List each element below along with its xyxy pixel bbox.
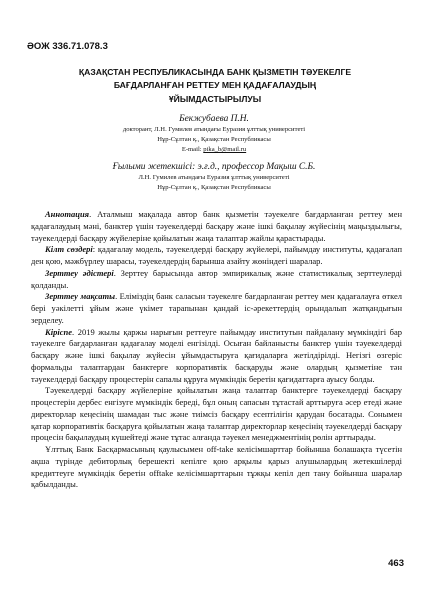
author-name: Бекжубаева П.Н. bbox=[179, 114, 249, 124]
title-line: ҰЙЫМДАСТЫРЫЛУЫ bbox=[168, 93, 262, 104]
section-label: Зерттеу әдістері bbox=[45, 267, 114, 278]
section-text: . 2019 жылы қаржы нарығын реттеуге пайымдау институтын пайдалану мүмкіндігі бар тәуекелге бағдарланған қадағалау моделі енгізілді. Осыған байланысты банктер үшін тәуекелдерді басқару және ішкі бақылау жүйесін ұйымдастыруға қағидаларға жетілдірілді. Негізгі өзгеріс формальды талаптардан банктерге корпоративтік басқаруды және олардың қызметіне тән тәуекелдерді басқару процестерін сапалы құруға мүмкіндік беретін қағидаттарға ауысу болды. bbox=[31, 326, 402, 384]
article-body bbox=[31, 209, 402, 491]
supervisor-block bbox=[0, 161, 428, 193]
section-text: . Еліміздің банк саласын тәуекелге бағдарланған реттеу мен қадағалауға өткел бері уәкілетті ұйым және үкімет тарапынан қандай іс-әрекеттердің орындалып жатқандығын зерделеу. bbox=[31, 291, 402, 325]
author-block bbox=[0, 113, 428, 155]
aim-paragraph bbox=[31, 291, 402, 326]
title-line: БАҒДАРЛАНҒАН РЕТТЕУ МЕН ҚАДАҒАЛАУДЫҢ bbox=[113, 80, 317, 91]
methods-paragraph bbox=[31, 268, 402, 292]
email-link[interactable]: pika_b@mail.ru bbox=[203, 146, 247, 153]
section-text: Ұлттық Банк Басқармасының қаулысымен off-take келісімшарттар бойынша болашақта түсетін ақша түрінде дебиторлық берешекті кепілге қою арқылы қарыз алушылардың жетекшілерді кредиттеуге мүмкіндік беретін offtake келісімшарттарын тұжқы кепіл деп тану бойынша шаралар қабылданды. bbox=[31, 444, 402, 490]
udc-code: ӘОЖ 336.71.078.3 bbox=[27, 41, 108, 52]
section-label: Аннотация bbox=[45, 209, 90, 219]
title-line: ҚАЗАҚСТАН РЕСПУБЛИКАСЫНДА БАНК ҚЫЗМЕТІН ТӘУЕКЕЛГЕ bbox=[78, 67, 352, 77]
supervisor-name: Ғылыми жетекшісі: э.ғ.д., профессор Мақыш С.Б. bbox=[112, 162, 316, 172]
article-title bbox=[30, 66, 400, 106]
abstract-paragraph bbox=[31, 209, 402, 244]
author-affiliation: докторант, Л.Н. Гумилев атындағы Еуразия ұлттық университеті bbox=[122, 126, 306, 133]
body-paragraph bbox=[31, 444, 402, 491]
section-text: Тәуекелдерді басқару жүйелеріне қойылатын жаңа талаптар банктерге тәуекелдерді басқару процестерін дербес енгізуге мүмкіндік береді, бұл оның сапасын тұтастай арттыруға әсер етеді және директорлар кеңесінің шамадан тыс және тиімсіз басқару есептілігін қарудан босатады. Сонымен қатар корпоративтік басқаруға қойылатын жаңа талаптар директорлар кеңесінің тәуекелдерді басқару процесін бақылаудың күшейтеді және тұтас алғанда тәуекел менеджментінің рөлін арттырады. bbox=[31, 385, 402, 443]
email-label: E-mail: bbox=[181, 146, 202, 153]
section-label: Зерттеу мақсаты bbox=[45, 291, 116, 302]
intro-paragraph bbox=[31, 327, 402, 386]
author-city: Нұр-Сұлтан қ., Қазақстан Республикасы bbox=[157, 136, 271, 143]
section-text: : қадағалау модель, тәуекелдерді басқару жүйелері, пайымдау институты, қадағалап ден қою, мәжбүрлеу шарасы, тәуекелдердің барынша азайту жөніндегі шаралар. bbox=[31, 244, 402, 266]
body-paragraph bbox=[31, 385, 402, 444]
section-label: Кіріспе bbox=[45, 326, 73, 337]
section-text: . Зерттеу барысында автор эмпирикалық және статистикалық зерттеулерді қолданды. bbox=[31, 267, 402, 290]
section-text: . Аталмыш мақалада автор банк қызметін тәуекелге бағдарланған реттеу мен қадағалаудың мәні, банктер үшін тәуекелдерді басқару және ішкі бақылау жүйесінің маңыздылығы, тәуекелдерді басқару жүйелеріне қойылатын жаңа талаптар жайлы қарастырады. bbox=[31, 209, 402, 243]
author-email-line bbox=[0, 145, 428, 155]
page-number: 463 bbox=[388, 558, 404, 569]
keywords-paragraph bbox=[31, 244, 402, 268]
supervisor-affiliation: Л.Н. Гумилев атындағы Еуразия ұлттық университеті bbox=[138, 174, 290, 181]
section-label: Кілт сөздері bbox=[45, 244, 93, 255]
supervisor-city: Нұр-Сұлтан қ., Қазақстан Республикасы bbox=[157, 184, 271, 191]
